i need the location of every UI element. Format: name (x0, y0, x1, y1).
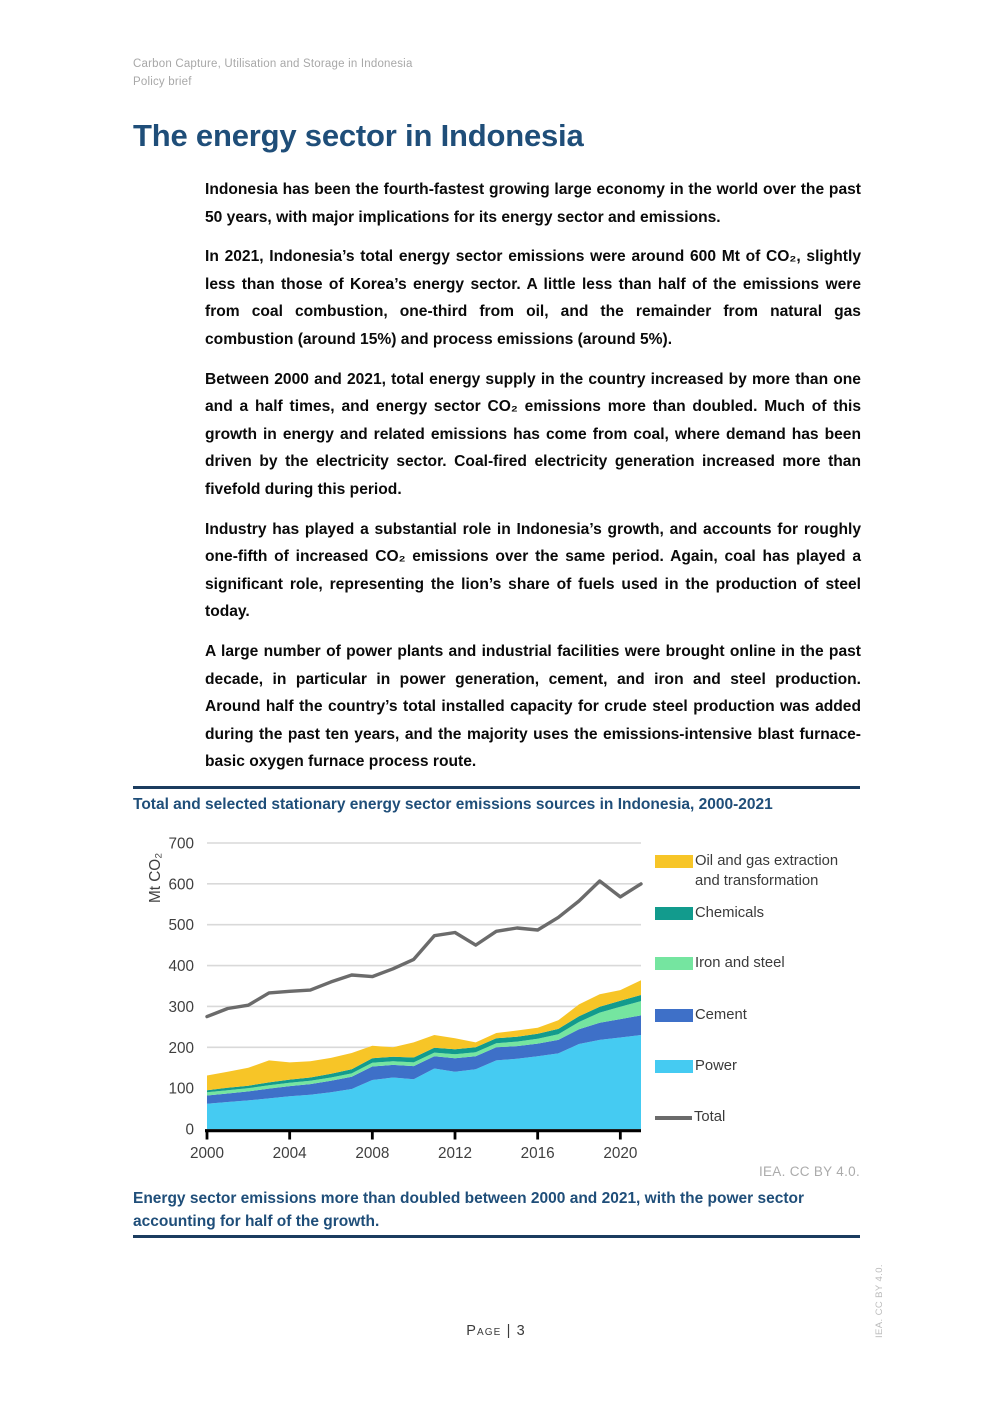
legend-label: Chemicals (695, 905, 765, 921)
y-tick-0: 0 (185, 1121, 194, 1139)
legend-color-swatch (655, 1060, 693, 1073)
figure-top-rule (133, 786, 860, 789)
x-tick-2020: 2020 (603, 1145, 638, 1162)
legend-label: Total (694, 1109, 726, 1125)
paragraph-1: Indonesia has been the fourth-fastest growing large economy in the world over the past 50 years, with major implications for its energy sector and emissions. (205, 181, 861, 226)
y-tick-700: 700 (168, 835, 194, 853)
legend-item-chemicals (655, 904, 764, 924)
chart-legend (655, 830, 860, 1130)
side-attribution: IEA. CC BY 4.0. (874, 1264, 885, 1338)
paragraph-4: Industry has played a substantial role in Indonesia’s growth, and accounts for roughly one-fifth of increased CO₂ emissions over the same period. Again, coal has played a significant role, representing the lion’s share of fuels used in the production of steel today. (205, 520, 861, 621)
emissions-figure (133, 786, 860, 1256)
body-text (205, 176, 861, 788)
y-axis-label: Mt CO₂ (147, 852, 164, 903)
legend-color-swatch (655, 1009, 693, 1022)
legend-color-swatch (655, 907, 693, 920)
legend-label: Oil and gas extraction and transformation (695, 853, 839, 889)
legend-label: Iron and steel (695, 955, 785, 971)
x-tick-2016: 2016 (520, 1145, 555, 1162)
legend-line-sample (655, 1116, 692, 1120)
chart-attribution: IEA. CC BY 4.0. (758, 1164, 860, 1179)
legend-item-cement (655, 1006, 747, 1026)
x-tick-2000: 2000 (189, 1145, 225, 1162)
stacked-area-chart (133, 830, 678, 1176)
legend-label: Cement (695, 1007, 747, 1023)
header-doc-title: Carbon Capture, Utilisation and Storage in Indonesia (133, 58, 413, 70)
y-tick-500: 500 (168, 917, 194, 935)
y-tick-400: 400 (168, 958, 194, 976)
y-tick-600: 600 (168, 876, 194, 894)
x-tick-2012: 2012 (437, 1145, 473, 1162)
figure-caption: Energy sector emissions more than doubled between 2000 and 2021, with the power sector accounting for half of the growth. (133, 1190, 805, 1230)
total-line (207, 881, 641, 1017)
legend-color-swatch (655, 957, 693, 970)
page-title: The energy sector in Indonesia (133, 118, 584, 153)
page-number: Page | 3 (466, 1323, 526, 1339)
paragraph-2: In 2021, Indonesia’s total energy sector emissions were around 600 Mt of CO₂, slightly less than those of Korea’s energy sector. A little less than half of the emissions were from coal combustion, one-third from oil, and the remainder from natural gas combustion (around 15%) and process emissions (around 5%). (205, 248, 861, 348)
legend-color-swatch (655, 855, 693, 868)
legend-label: Power (695, 1058, 737, 1074)
y-tick-100: 100 (168, 1080, 194, 1098)
x-tick-2008: 2008 (355, 1145, 390, 1162)
figure-title: Total and selected stationary energy sector emissions sources in Indonesia, 2000-2021 (133, 796, 773, 813)
y-tick-200: 200 (168, 1039, 194, 1057)
y-tick-300: 300 (168, 998, 194, 1016)
x-tick-2004: 2004 (272, 1145, 307, 1162)
paragraph-5: A large number of power plants and industrial facilities were brought online in the past decade, in particular in power generation, cement, and iron and steel production. Around half the country’s total installed capacity for crude steel production was added during the past ten years, and the majority uses the emissions-intensive blast furnace-basic oxygen furnace process route. (205, 642, 861, 771)
legend-item-iron-and-steel (655, 954, 785, 974)
legend-item-total (655, 1108, 725, 1128)
legend-item-oil-and-gas-extraction-and-transformation (655, 852, 860, 891)
header-doc-subtitle: Policy brief (133, 75, 192, 88)
figure-bottom-rule (133, 1235, 860, 1238)
page-footer (0, 1322, 992, 1340)
paragraph-3: Between 2000 and 2021, total energy supply in the country increased by more than one and a half times, and energy sector CO₂ emissions more than doubled. Much of this growth in energy and related emissions has come from coal, where demand has been driven by the electricity sector. Coal-fired electricity generation increased more than fivefold during this period. (205, 370, 861, 498)
document-header (133, 56, 733, 91)
legend-item-power (655, 1057, 737, 1077)
